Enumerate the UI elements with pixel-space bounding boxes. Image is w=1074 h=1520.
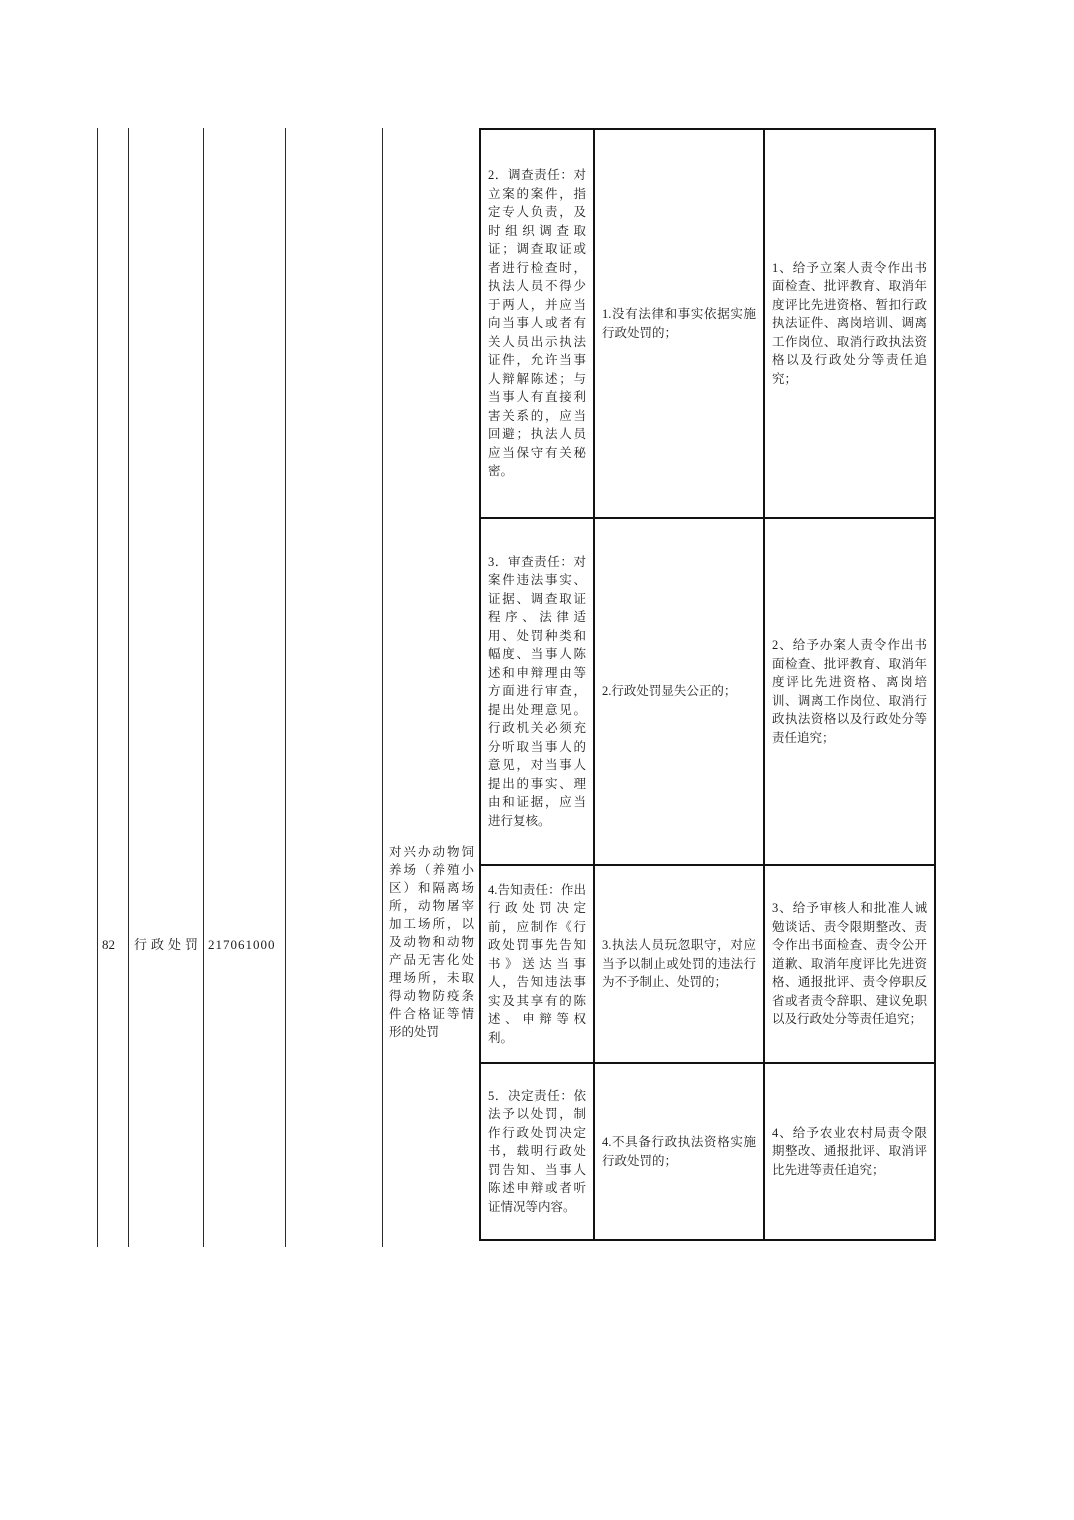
accountability-cell: 1、给予立案人责令作出书面检查、批评教育、取消年度评比先进资格、暂扣行政执法证件、离岗培训、调离工作岗位、取消行政执法资格以及行政处分等责任追究； [764,129,935,518]
duty-cell: 3．审查责任：对案件违法事实、证据、调查取证程序、法律适用、处罚种类和幅度、当事人陈述和申辩理由等方面进行审查，提出处理意见。行政机关必须充分听取当事人的意见，对当事人提出的事实、理由和证据，应当进行复核。 [480,518,594,865]
responsibility-table [479,128,936,1241]
power-code-cell: 217061000 [208,937,276,952]
accountability-cell: 4、给予农业农村局责令限期整改、通报批评、取消评比先进等责任追究； [764,1063,935,1240]
responsibility-row [480,865,935,1063]
column-divider [382,128,383,1247]
situation-cell: 3.执法人员玩忽职守，对应当予以制止或处罚的违法行为不予制止、处罚的； [594,865,764,1063]
situation-cell: 1.没有法律和事实依据实施行政处罚的； [594,129,764,518]
responsibility-row [480,129,935,518]
column-divider [285,128,286,1247]
serial-number-cell: 82 [102,937,115,952]
accountability-cell: 2、给予办案人责令作出书面检查、批评教育、取消年度评比先进资格、离岗培训、调离工作岗位、取消行政执法资格以及行政处分等责任追究； [764,518,935,865]
accountability-cell: 3、给予审核人和批准人诫勉谈话、责令限期整改、责令作出书面检查、责令公开道歉、取消年度评比先进资格、通报批评、责令停职反省或者责令辞职、建议免职以及行政处分等责任追究； [764,865,935,1063]
situation-cell: 4.不具备行政执法资格实施行政处罚的； [594,1063,764,1240]
column-divider [128,128,129,1247]
situation-cell: 2.行政处罚显失公正的； [594,518,764,865]
duty-cell: 5．决定责任：依法予以处罚，制作行政处罚决定书，载明行政处罚告知、当事人陈述申辩或者听证情况等内容。 [480,1063,594,1240]
column-divider [97,128,98,1247]
duty-cell: 2．调查责任：对立案的案件，指定专人负责，及时组织调查取证；调查取证或者进行检查时，执法人员不得少于两人，并应当向当事人或者有关人员出示执法证件，允许当事人辩解陈述；与当事人有直接利害关系的，应当回避；执法人员应当保守有关秘密。 [480,129,594,518]
responsibility-row [480,1063,935,1240]
power-type-cell: 行政处罚 [134,937,198,952]
duty-cell: 4.告知责任：作出行政处罚决定前，应制作《行政处罚事先告知书》送达当事人，告知违法事实及其享有的陈述、申辩等权利。 [480,865,594,1063]
responsibility-row [480,518,935,865]
power-item-cell: 对兴办动物饲养场（养殖小区）和隔离场所，动物屠宰加工场所，以及动物和动物产品无害化处理场所，未取得动物防疫条件合格证等情形的处罚 [389,845,474,1039]
column-divider [203,128,204,1247]
